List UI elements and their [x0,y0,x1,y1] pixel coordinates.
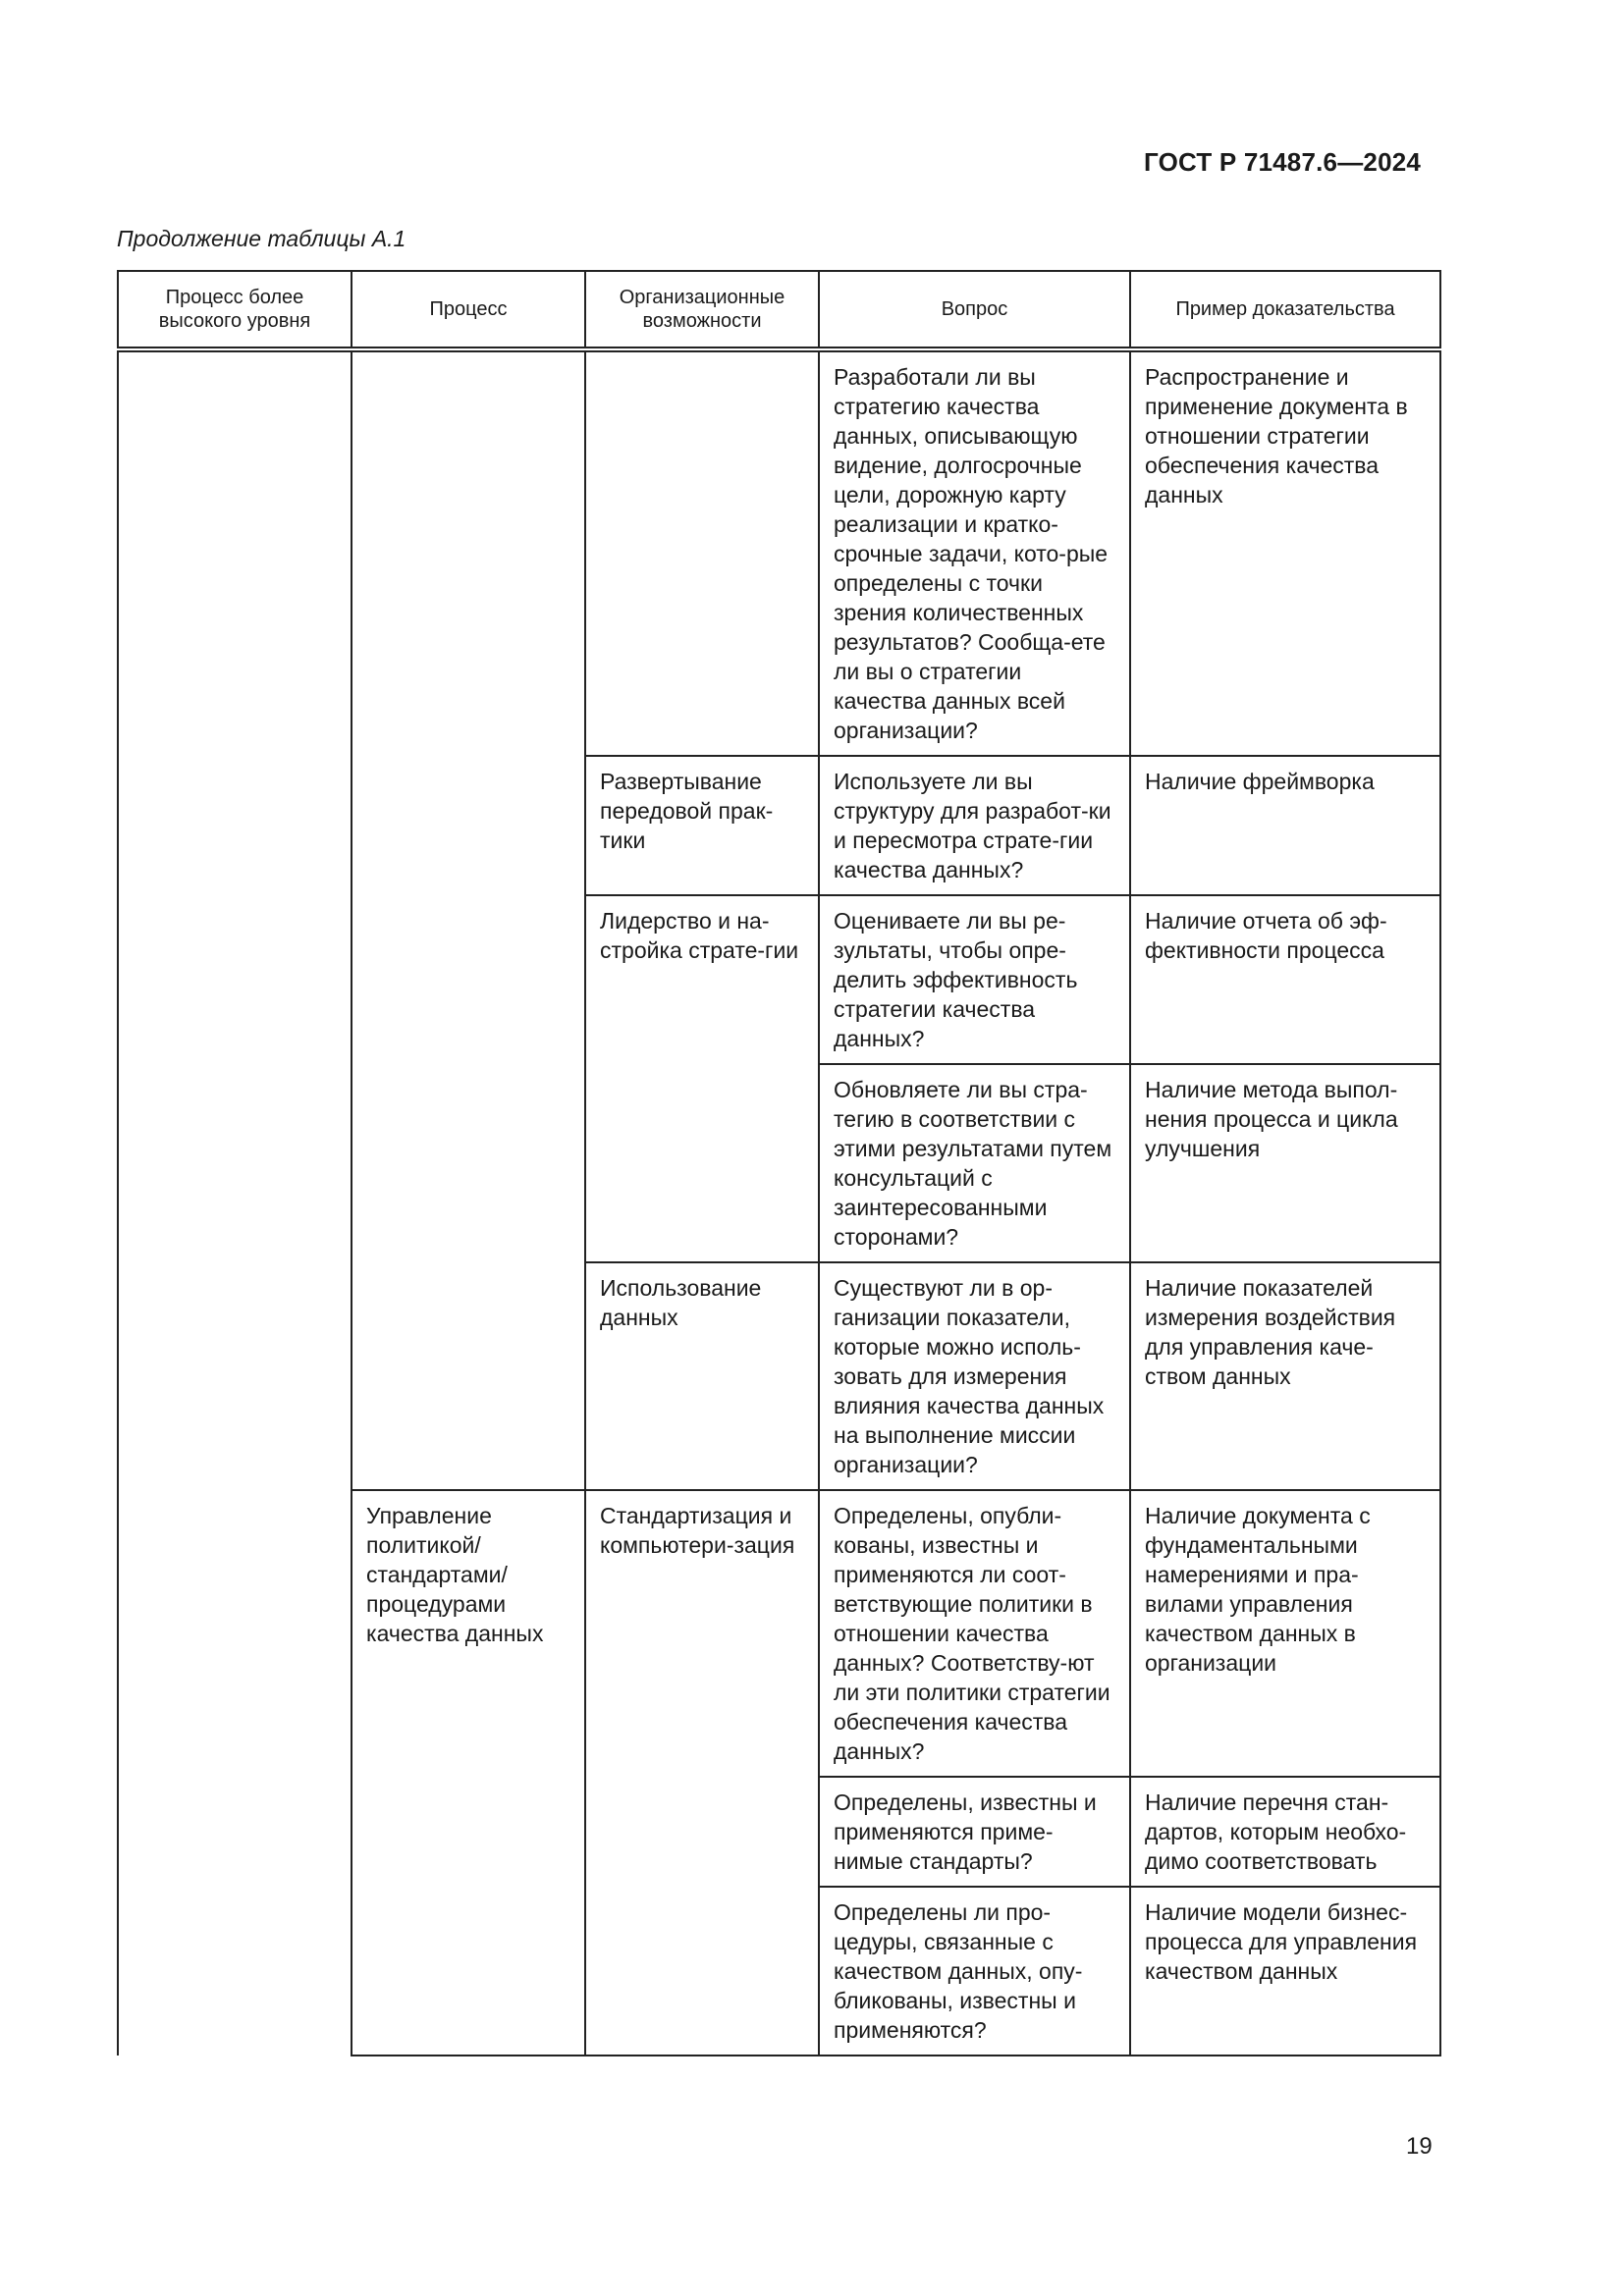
requirements-table [117,270,1441,2056]
table-header-row [118,271,1440,349]
evidence-cell: Наличие фреймворка [1130,756,1440,895]
header-evidence: Пример доказательства [1130,271,1440,349]
capability-cell: Использование данных [585,1262,819,1490]
question-cell: Оцениваете ли вы ре-зультаты, чтобы опре-делить эффективность стратегии качества данных? [819,895,1130,1064]
question-cell: Разработали ли вы стратегию качества данных, описывающую видение, долгосрочные цели, дорожную карту реализации и кратко-срочные задачи, кото-рые определены с точки зрения количественных результатов? Сообща-ете ли вы о стратегии качества данных всей организации? [819,349,1130,756]
capability-cell: Лидерство и на-стройка страте-гии [585,895,819,1262]
process-cell: Управление политикой/ стандартами/ процедурами качества данных [352,1490,585,2056]
table-caption: Продолжение таблицы А.1 [117,226,406,251]
question-cell: Обновляете ли вы стра-тегию в соответствии с этими результатами путем консультаций с заинтересованными сторонами? [819,1064,1130,1262]
evidence-cell: Наличие отчета об эф-фективности процесса [1130,895,1440,1064]
header-question: Вопрос [819,271,1130,349]
evidence-cell: Распространение и применение документа в отношении стратегии обеспечения качества данных [1130,349,1440,756]
header-higher-process: Процесс более высокого уровня [118,271,352,349]
document-code: ГОСТ Р 71487.6—2024 [1144,147,1422,177]
question-cell: Существуют ли в ор-ганизации показатели, которые можно исполь-зовать для измерения влияния качества данных на выполнение миссии организации? [819,1262,1130,1490]
page-number: 19 [1406,2133,1433,2160]
capability-cell [585,349,819,756]
higher-process-cell [118,349,352,2056]
table-row [118,349,1440,756]
question-cell: Используете ли вы структуру для разработ-ки и пересмотра страте-гии качества данных? [819,756,1130,895]
capability-cell: Стандартизация и компьютери-зация [585,1490,819,2056]
evidence-cell: Наличие показателей измерения воздействия для управления каче-ством данных [1130,1262,1440,1490]
header-capabilities: Организационные возможности [585,271,819,349]
capability-cell: Развертывание передовой прак-тики [585,756,819,895]
evidence-cell: Наличие модели бизнес-процесса для управления качеством данных [1130,1887,1440,2056]
question-cell: Определены, опубли-кованы, известны и применяются ли соот-ветствующие политики в отношении качества данных? Соответству-ют ли эти политики стратегии обеспечения качества данных? [819,1490,1130,1777]
evidence-cell: Наличие перечня стан-дартов, которым необхо-димо соответствовать [1130,1777,1440,1887]
header-process: Процесс [352,271,585,349]
evidence-cell: Наличие документа с фундаментальными намерениями и пра-вилами управления качеством данных в организации [1130,1490,1440,1777]
question-cell: Определены ли про-цедуры, связанные с качеством данных, опу-бликованы, известны и применяются? [819,1887,1130,2056]
question-cell: Определены, известны и применяются приме-нимые стандарты? [819,1777,1130,1887]
process-cell [352,349,585,1490]
evidence-cell: Наличие метода выпол-нения процесса и цикла улучшения [1130,1064,1440,1262]
